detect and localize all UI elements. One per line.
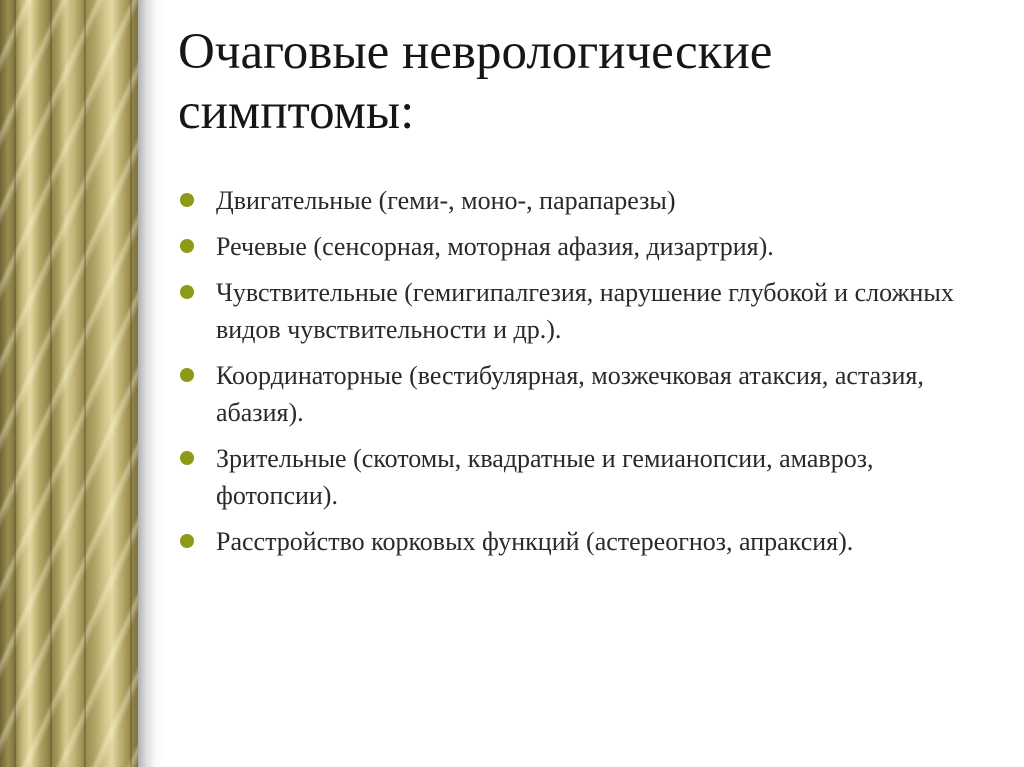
column-ridge [84,0,86,767]
bullet-item [178,440,978,514]
bullet-dot-icon [180,193,194,207]
bullet-item [178,357,978,431]
bullet-item [178,182,978,219]
bullet-list [178,182,978,569]
bullet-dot-icon [180,451,194,465]
column-shadow [138,0,164,767]
bullet-text: Речевые (сенсорная, моторная афазия, дизартрия). [216,232,774,261]
bullet-dot-icon [180,285,194,299]
bullet-dot-icon [180,239,194,253]
bullet-dot-icon [180,534,194,548]
bullet-item [178,274,978,348]
column-ridge [50,0,52,767]
bullet-text: Координаторные (вестибулярная, мозжечковая атаксия, астазия, абазия). [216,361,924,427]
bullet-text: Расстройство корковых функций (астереогноз, апраксия). [216,527,854,556]
column-ridge [130,0,132,767]
decorative-gold-column [0,0,138,767]
bullet-text: Зрительные (скотомы, квадратные и гемианопсии, амавроз, фотопсии). [216,444,874,510]
column-ridge [14,0,16,767]
bullet-dot-icon [180,368,194,382]
bullet-item [178,228,978,265]
slide-title: Очаговые неврологические симптомы: [178,24,773,140]
bullet-text: Чувствительные (гемигипалгезия, нарушение глубокой и сложных видов чувствительности и др.). [216,278,954,344]
bullet-item [178,523,978,560]
bullet-text: Двигательные (геми-, моно-, парапарезы) [216,186,676,215]
